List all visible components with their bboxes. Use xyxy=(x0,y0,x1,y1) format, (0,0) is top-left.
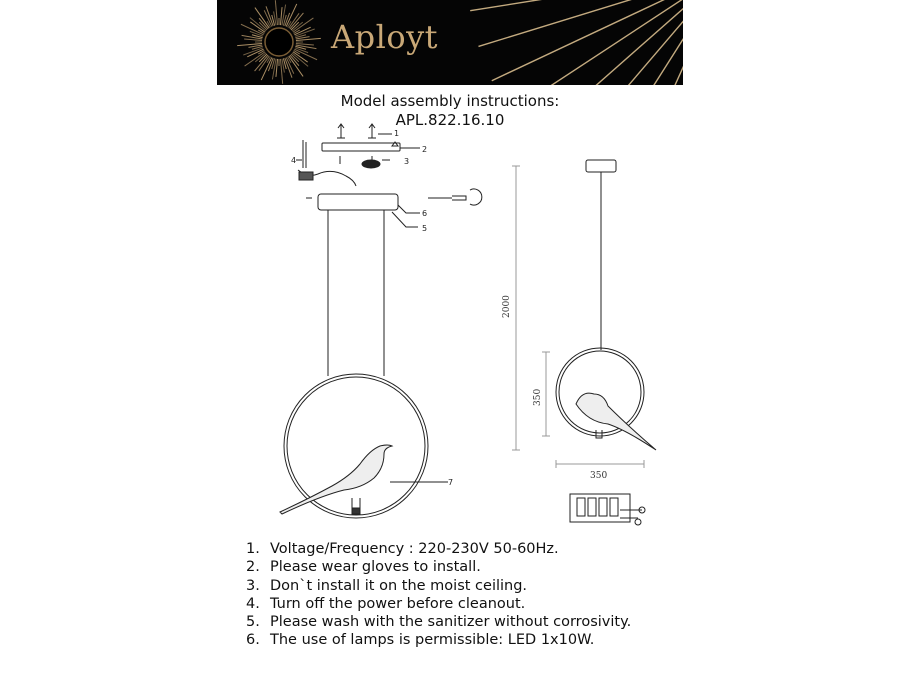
heading-title: Model assembly instructions: xyxy=(340,92,560,110)
callout-4: 4 xyxy=(291,156,297,165)
screw-icon xyxy=(337,124,376,138)
callout-5: 5 xyxy=(422,224,428,233)
ring-fixture-icon xyxy=(284,374,428,518)
instruction-item: 1. Voltage/Frequency : 220-230V 50-60Hz. xyxy=(246,541,559,557)
brand-name: Aployt xyxy=(331,18,439,56)
wire-connector-icon xyxy=(298,140,356,186)
model-number: APL.822.16.10 xyxy=(395,111,505,129)
dimension-ring-height: 350 xyxy=(533,388,543,406)
callout-1: 1 xyxy=(394,129,400,138)
instruction-item: 3. Don`t install it on the moist ceiling. xyxy=(246,577,528,594)
instruction-item: 6. The use of lamps is permissible: LED 1x10W. xyxy=(246,632,595,649)
mounting-bracket-icon xyxy=(322,142,400,164)
callout-6: 6 xyxy=(422,209,428,218)
terminal-block-icon xyxy=(570,494,645,525)
instruction-item: 2. Please wear gloves to install. xyxy=(246,559,481,576)
elevation-drawing xyxy=(512,160,656,468)
callout-2: 2 xyxy=(422,145,428,154)
canopy-screw-icon xyxy=(362,160,380,168)
canopy-icon xyxy=(306,194,398,376)
callout-3: 3 xyxy=(404,157,410,166)
instruction-item: 4. Turn off the power before cleanout. xyxy=(246,595,526,612)
instruction-item: 5. Please wash with the sanitizer without corrosivity. xyxy=(246,614,632,631)
screwdriver-icon xyxy=(428,189,482,205)
dimension-height-total: 2000 xyxy=(502,295,512,318)
instructions-list xyxy=(246,540,631,650)
dimension-ring-width: 350 xyxy=(590,471,608,481)
callout-7: 7 xyxy=(448,478,454,487)
bird-figure-icon xyxy=(280,445,392,514)
